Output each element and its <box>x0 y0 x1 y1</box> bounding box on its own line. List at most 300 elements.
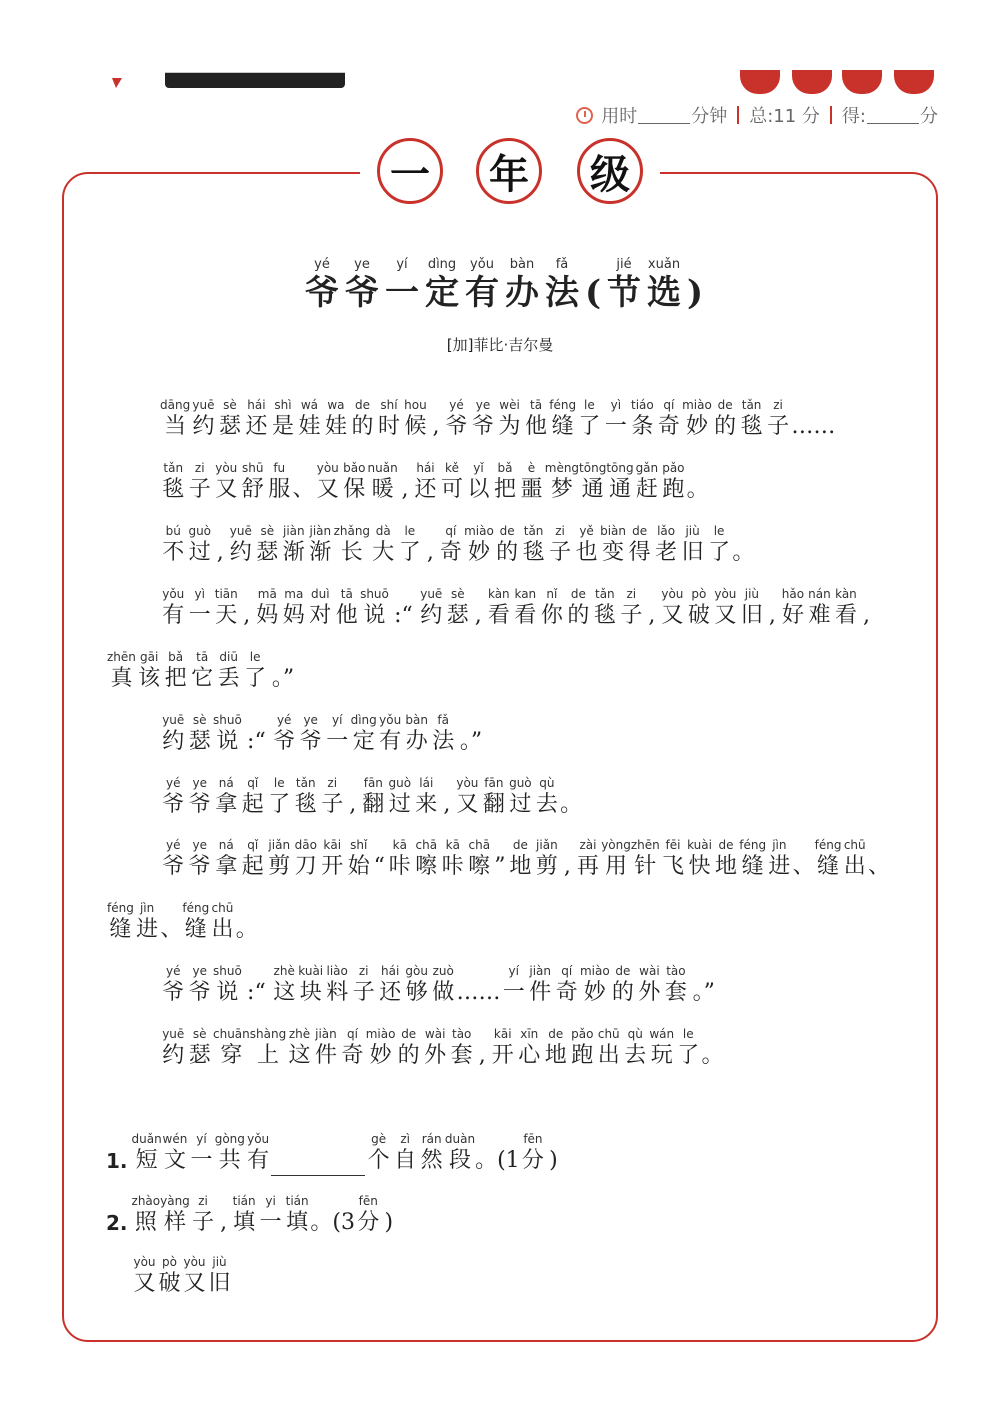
ruby-char <box>189 650 216 694</box>
pinyin: féng <box>814 838 842 852</box>
pinyin: féng <box>739 838 767 852</box>
ruby-char <box>576 398 603 442</box>
pinyin: jiàn <box>282 524 305 538</box>
ruby-char <box>413 776 440 820</box>
hanzi: 填 <box>286 1210 309 1235</box>
hanzi: 破 <box>158 1271 181 1296</box>
ruby-char <box>520 524 547 568</box>
pinyin: yòu <box>316 461 339 475</box>
pinyin: chū <box>597 1027 620 1041</box>
ruby-char <box>518 461 545 505</box>
ruby-char <box>377 964 404 1008</box>
pinyin: ye <box>192 776 207 790</box>
pinyin: jiù <box>212 1255 227 1269</box>
hanzi: 噩 <box>520 477 543 502</box>
pinyin: guò <box>509 776 532 790</box>
question-number: 1. <box>106 1149 128 1173</box>
hanzi: , <box>243 603 251 628</box>
pinyin: tā <box>529 398 543 412</box>
ruby-char <box>545 461 579 505</box>
hanzi: 进 <box>768 854 791 879</box>
pinyin: de <box>718 838 734 852</box>
ruby-char <box>660 838 687 882</box>
pinyin: zhào <box>131 1194 161 1208</box>
hanzi: 了 <box>677 1043 700 1068</box>
ruby-char <box>382 258 422 314</box>
pinyin: zi <box>198 1194 208 1208</box>
ruby-char <box>622 1027 649 1071</box>
minutes-label: 分钟 <box>691 106 728 127</box>
pinyin: de <box>548 1027 564 1041</box>
pinyin: de <box>512 838 528 852</box>
ruby-char <box>516 1027 543 1071</box>
ruby-char <box>660 461 687 505</box>
hanzi: , <box>426 540 434 565</box>
ruby-char <box>422 1027 449 1071</box>
ruby-char <box>243 398 270 442</box>
pinyin: shǐ <box>350 838 368 852</box>
ruby-char <box>296 398 323 442</box>
ruby-char <box>569 1027 596 1071</box>
hanzi: 起 <box>241 854 264 879</box>
pinyin: qí <box>561 964 573 978</box>
text-line <box>160 776 582 820</box>
hanzi: ) <box>686 273 704 313</box>
pinyin: fu <box>273 461 286 475</box>
ruby-char <box>160 398 190 442</box>
question-text <box>132 1132 272 1176</box>
pinyin: wán <box>649 1027 675 1041</box>
hanzi: 有 <box>247 1148 270 1173</box>
hanzi: 拿 <box>215 854 238 879</box>
ruby-char <box>543 1027 570 1071</box>
hanzi: 的 <box>496 540 519 565</box>
hanzi: 、 <box>792 854 815 879</box>
hanzi: 。 <box>560 792 583 817</box>
pinyin: yé <box>276 713 292 727</box>
top-banner <box>0 0 1000 100</box>
pinyin: yòu <box>183 1255 206 1269</box>
pinyin: hái <box>416 461 435 475</box>
hanzi: 子 <box>188 477 211 502</box>
hanzi: 看 <box>834 603 857 628</box>
ruby-char <box>601 838 631 882</box>
total-label: 总:11 分 <box>749 106 820 127</box>
hanzi: 它 <box>191 666 214 691</box>
ruby-char <box>520 1132 547 1176</box>
ruby-char <box>107 650 136 694</box>
ruby-char <box>242 650 269 694</box>
pinyin: zi <box>327 776 338 790</box>
ruby-char <box>465 461 492 505</box>
grade-char: 一 <box>390 151 430 198</box>
hanzi: 旧 <box>681 540 704 565</box>
hanzi: 。(1 <box>475 1148 520 1173</box>
pinyin: fǎ <box>555 257 569 272</box>
hanzi: , <box>443 792 451 817</box>
hanzi: 咔 <box>388 854 411 879</box>
ruby-char <box>107 901 134 945</box>
hanzi: 又 <box>215 477 238 502</box>
hanzi: 嚓 <box>415 854 438 879</box>
pinyin: jiǎn <box>268 838 291 852</box>
pinyin: shuō <box>213 713 242 727</box>
ruby-char <box>190 1194 217 1238</box>
ruby-char <box>257 1194 284 1238</box>
hanzi: 子 <box>352 980 375 1005</box>
ruby-char <box>346 838 373 882</box>
time-blank[interactable] <box>638 107 690 124</box>
ruby-char <box>293 461 315 505</box>
ruby-char <box>573 524 600 568</box>
hanzi: , <box>474 603 482 628</box>
ruby-char <box>507 838 534 882</box>
ruby-char <box>324 964 351 1008</box>
hanzi: 约 <box>162 729 185 754</box>
score-blank[interactable] <box>867 107 919 124</box>
ruby-char <box>780 587 807 631</box>
ruby-char <box>216 1194 231 1238</box>
ruby-char <box>182 901 209 945</box>
ruby-char <box>440 838 467 882</box>
ruby-char <box>553 964 580 1008</box>
pinyin: kā <box>445 838 460 852</box>
pinyin: de <box>632 524 648 538</box>
hanzi: 。 <box>701 1043 724 1068</box>
question-text <box>365 1132 560 1176</box>
hanzi: 一 <box>190 1148 213 1173</box>
hanzi: 。 <box>235 917 258 942</box>
ruby-char <box>360 587 389 631</box>
hanzi: 地 <box>715 854 738 879</box>
hanzi: 、 <box>160 917 183 942</box>
hanzi: 条 <box>631 414 654 439</box>
hanzi: 刀 <box>294 854 317 879</box>
hanzi: 外 <box>424 1043 447 1068</box>
hanzi: 的 <box>714 414 737 439</box>
ruby-char <box>815 838 842 882</box>
ruby-char <box>187 524 214 568</box>
pinyin: ye <box>303 713 318 727</box>
hanzi: 对 <box>309 603 332 628</box>
ruby-char <box>492 461 519 505</box>
hanzi: 把 <box>164 666 187 691</box>
ruby-char <box>381 1194 396 1238</box>
pinyin: chā <box>468 838 491 852</box>
pinyin: jìn <box>139 901 155 915</box>
hanzi: 缝 <box>741 854 764 879</box>
hanzi: 奇 <box>555 980 578 1005</box>
ruby-char <box>187 461 214 505</box>
hanzi: 外 <box>638 980 661 1005</box>
hanzi: 来 <box>415 792 438 817</box>
hanzi: 地 <box>509 854 532 879</box>
pinyin: gǎn <box>635 461 659 475</box>
ruby-char <box>281 524 308 568</box>
pinyin: fēn <box>358 1194 378 1208</box>
hanzi: 一 <box>259 1210 282 1235</box>
pinyin: bǎo <box>343 461 366 475</box>
pinyin: yuē <box>162 1027 185 1041</box>
hanzi: , <box>220 1210 228 1235</box>
hanzi: 梦 <box>550 477 573 502</box>
cut-off-section-title <box>165 54 345 88</box>
pinyin: bǎ <box>497 461 513 475</box>
ruby-char <box>160 964 187 1008</box>
hanzi: 跑 <box>571 1043 594 1068</box>
pinyin: qù <box>627 1027 643 1041</box>
ruby-char <box>213 776 240 820</box>
ruby-char <box>765 587 780 631</box>
ruby-char <box>445 587 472 631</box>
pinyin: wèi <box>499 398 520 412</box>
pinyin: duì <box>311 587 330 601</box>
pinyin: bú <box>165 524 181 538</box>
ruby-char <box>284 1194 311 1238</box>
ruby-char <box>355 1194 382 1238</box>
ruby-char <box>470 398 497 442</box>
hanzi: , <box>432 414 440 439</box>
pinyin: wa <box>327 398 345 412</box>
hanzi: 子 <box>620 603 643 628</box>
pinyin: zhǎng <box>333 524 371 538</box>
question-1 <box>106 1132 561 1176</box>
ruby-char <box>684 258 706 314</box>
pinyin: jiǎn <box>536 838 558 852</box>
hanzi: ” <box>494 854 506 879</box>
ruby-char <box>370 524 397 568</box>
ruby-char <box>293 776 320 820</box>
pinyin: ná <box>218 838 234 852</box>
pinyin: yǒu <box>470 257 494 272</box>
hanzi: 约 <box>420 603 443 628</box>
ruby-char <box>656 398 683 442</box>
ruby-char <box>187 1027 214 1071</box>
pinyin: yòng <box>601 838 631 852</box>
pinyin: shū <box>242 461 264 475</box>
hanzi: 。 <box>732 540 755 565</box>
hanzi: :“ <box>394 603 413 628</box>
pinyin: tǎn <box>295 776 316 790</box>
hanzi: 缝 <box>184 917 207 942</box>
hanzi: 奇 <box>657 414 680 439</box>
hanzi: 妈 <box>282 603 305 628</box>
ruby-char <box>266 461 293 505</box>
ruby-char <box>579 461 606 505</box>
ruby-char <box>565 587 592 631</box>
ruby-char <box>713 838 740 882</box>
ruby-char <box>281 587 308 631</box>
hanzi: 毯 <box>162 477 185 502</box>
pinyin: shuō <box>213 964 242 978</box>
ruby-char <box>523 398 550 442</box>
text-line <box>107 901 258 945</box>
hanzi: 段 <box>448 1148 471 1173</box>
pinyin: yě <box>579 524 594 538</box>
hanzi: …… <box>456 980 501 1005</box>
ruby-char <box>527 964 554 1008</box>
hanzi: 去 <box>624 1043 647 1068</box>
hanzi: 定 <box>425 273 459 313</box>
hanzi: 说 <box>363 603 386 628</box>
hanzi: 一 <box>385 273 419 313</box>
hanzi: 快 <box>688 854 711 879</box>
hanzi: 当 <box>164 414 187 439</box>
ruby-char <box>422 258 462 314</box>
ruby-char <box>560 776 582 820</box>
pinyin: yé <box>449 398 464 412</box>
hanzi: 的 <box>351 414 374 439</box>
ruby-char <box>365 1132 392 1176</box>
hanzi: 老 <box>655 540 678 565</box>
pinyin: gè <box>371 1132 387 1146</box>
hanzi: 娃 <box>324 414 347 439</box>
ruby-char <box>213 713 242 757</box>
hanzi: 爷 <box>188 854 211 879</box>
hanzi: :“ <box>247 980 266 1005</box>
hanzi: 剪 <box>535 854 558 879</box>
pinyin: rán <box>421 1132 442 1146</box>
ruby-char <box>236 901 258 945</box>
pinyin: chū <box>843 838 866 852</box>
hanzi: 子 <box>321 792 344 817</box>
ruby-char <box>286 1027 313 1071</box>
hanzi: 瑟 <box>188 729 211 754</box>
hanzi: 有 <box>465 273 499 313</box>
ruby-char <box>339 1027 366 1071</box>
ruby-char <box>629 398 656 442</box>
ruby-char <box>413 838 440 882</box>
pinyin: qǐ <box>247 776 259 790</box>
hanzi: 又 <box>183 1271 206 1296</box>
hanzi: 这 <box>273 980 296 1005</box>
ruby-char <box>403 713 430 757</box>
hanzi: 节 <box>607 273 641 313</box>
ruby-char <box>160 1194 190 1238</box>
grade-badge <box>577 138 643 204</box>
ruby-char <box>271 713 298 757</box>
ruby-char <box>366 1027 396 1071</box>
hanzi: 套 <box>450 1043 473 1068</box>
ruby-char <box>793 838 815 882</box>
ruby-char <box>160 901 182 945</box>
ruby-char <box>349 398 376 442</box>
hanzi: 短 <box>135 1148 158 1173</box>
text-line <box>160 713 486 757</box>
pinyin: pǎo <box>662 461 685 475</box>
pinyin: jìn <box>772 838 787 852</box>
text-line <box>160 524 754 568</box>
hanzi: 、 <box>292 477 315 502</box>
hanzi: 。” <box>459 729 483 754</box>
hanzi: 长 <box>340 540 363 565</box>
header-tab <box>740 70 780 94</box>
ruby-char <box>187 587 214 631</box>
answer-blank[interactable] <box>271 1149 365 1176</box>
ruby-char <box>423 524 438 568</box>
ruby-char <box>350 964 377 1008</box>
ruby-char <box>228 524 255 568</box>
pinyin: yí <box>196 1132 207 1146</box>
ruby-char <box>213 461 240 505</box>
pinyin: yǒu <box>247 1132 270 1146</box>
pinyin: zhè <box>288 1027 311 1041</box>
hanzi: 够 <box>405 980 428 1005</box>
pinyin: fēn <box>523 1132 543 1146</box>
ruby-char <box>706 524 733 568</box>
ruby-char <box>187 776 214 820</box>
hanzi: 法 <box>432 729 455 754</box>
pinyin: féng <box>182 901 210 915</box>
pinyin: mā <box>257 587 277 601</box>
hanzi: 可 <box>440 477 463 502</box>
hanzi: 了 <box>244 666 267 691</box>
pinyin: guò <box>388 776 412 790</box>
pinyin: qí <box>663 398 675 412</box>
ruby-char <box>507 776 534 820</box>
hanzi: 去 <box>535 792 558 817</box>
pinyin: shì <box>274 398 292 412</box>
hanzi: 再 <box>576 854 599 879</box>
hanzi: 爷 <box>472 414 495 439</box>
ruby-char <box>160 1027 187 1071</box>
hanzi: 变 <box>602 540 625 565</box>
ruby-char <box>430 713 457 757</box>
ruby-char <box>592 587 619 631</box>
hanzi: 过 <box>388 792 411 817</box>
ruby-char <box>512 587 539 631</box>
ruby-char <box>481 776 508 820</box>
ruby-char <box>182 1255 207 1299</box>
hanzi: , <box>216 540 224 565</box>
hanzi: 了 <box>398 540 421 565</box>
pinyin: shí <box>380 398 398 412</box>
pinyin: tiáo <box>630 398 654 412</box>
pinyin: de <box>499 524 515 538</box>
pinyin: zi <box>626 587 637 601</box>
pinyin: ye <box>192 964 207 978</box>
ruby-char <box>833 587 860 631</box>
pinyin: zuò <box>432 964 454 978</box>
ruby-char <box>462 258 502 314</box>
pinyin: de <box>401 1027 417 1041</box>
hanzi: 法 <box>545 273 579 313</box>
ruby-char <box>644 258 684 314</box>
pinyin: yé <box>166 776 181 790</box>
pinyin: pǎo <box>571 1027 594 1041</box>
ruby-char <box>350 713 377 757</box>
ruby-char <box>493 838 508 882</box>
ruby-char <box>240 776 267 820</box>
ruby-char <box>254 524 281 568</box>
pinyin: yàng <box>160 1194 190 1208</box>
hanzi: 时 <box>377 414 400 439</box>
hanzi: 开 <box>321 854 344 879</box>
question-2 <box>106 1194 396 1238</box>
ruby-char <box>500 964 527 1008</box>
hanzi: 的 <box>611 980 634 1005</box>
hanzi: 为 <box>498 414 521 439</box>
ruby-char <box>534 776 561 820</box>
pinyin: ma <box>284 587 304 601</box>
pinyin: shuō <box>360 587 389 601</box>
hanzi: 爷 <box>162 980 185 1005</box>
pinyin: jiù <box>685 524 700 538</box>
pinyin: sè <box>450 587 465 601</box>
hanzi: 天 <box>215 603 238 628</box>
pinyin: kāi <box>323 838 342 852</box>
ruby-char <box>334 524 370 568</box>
